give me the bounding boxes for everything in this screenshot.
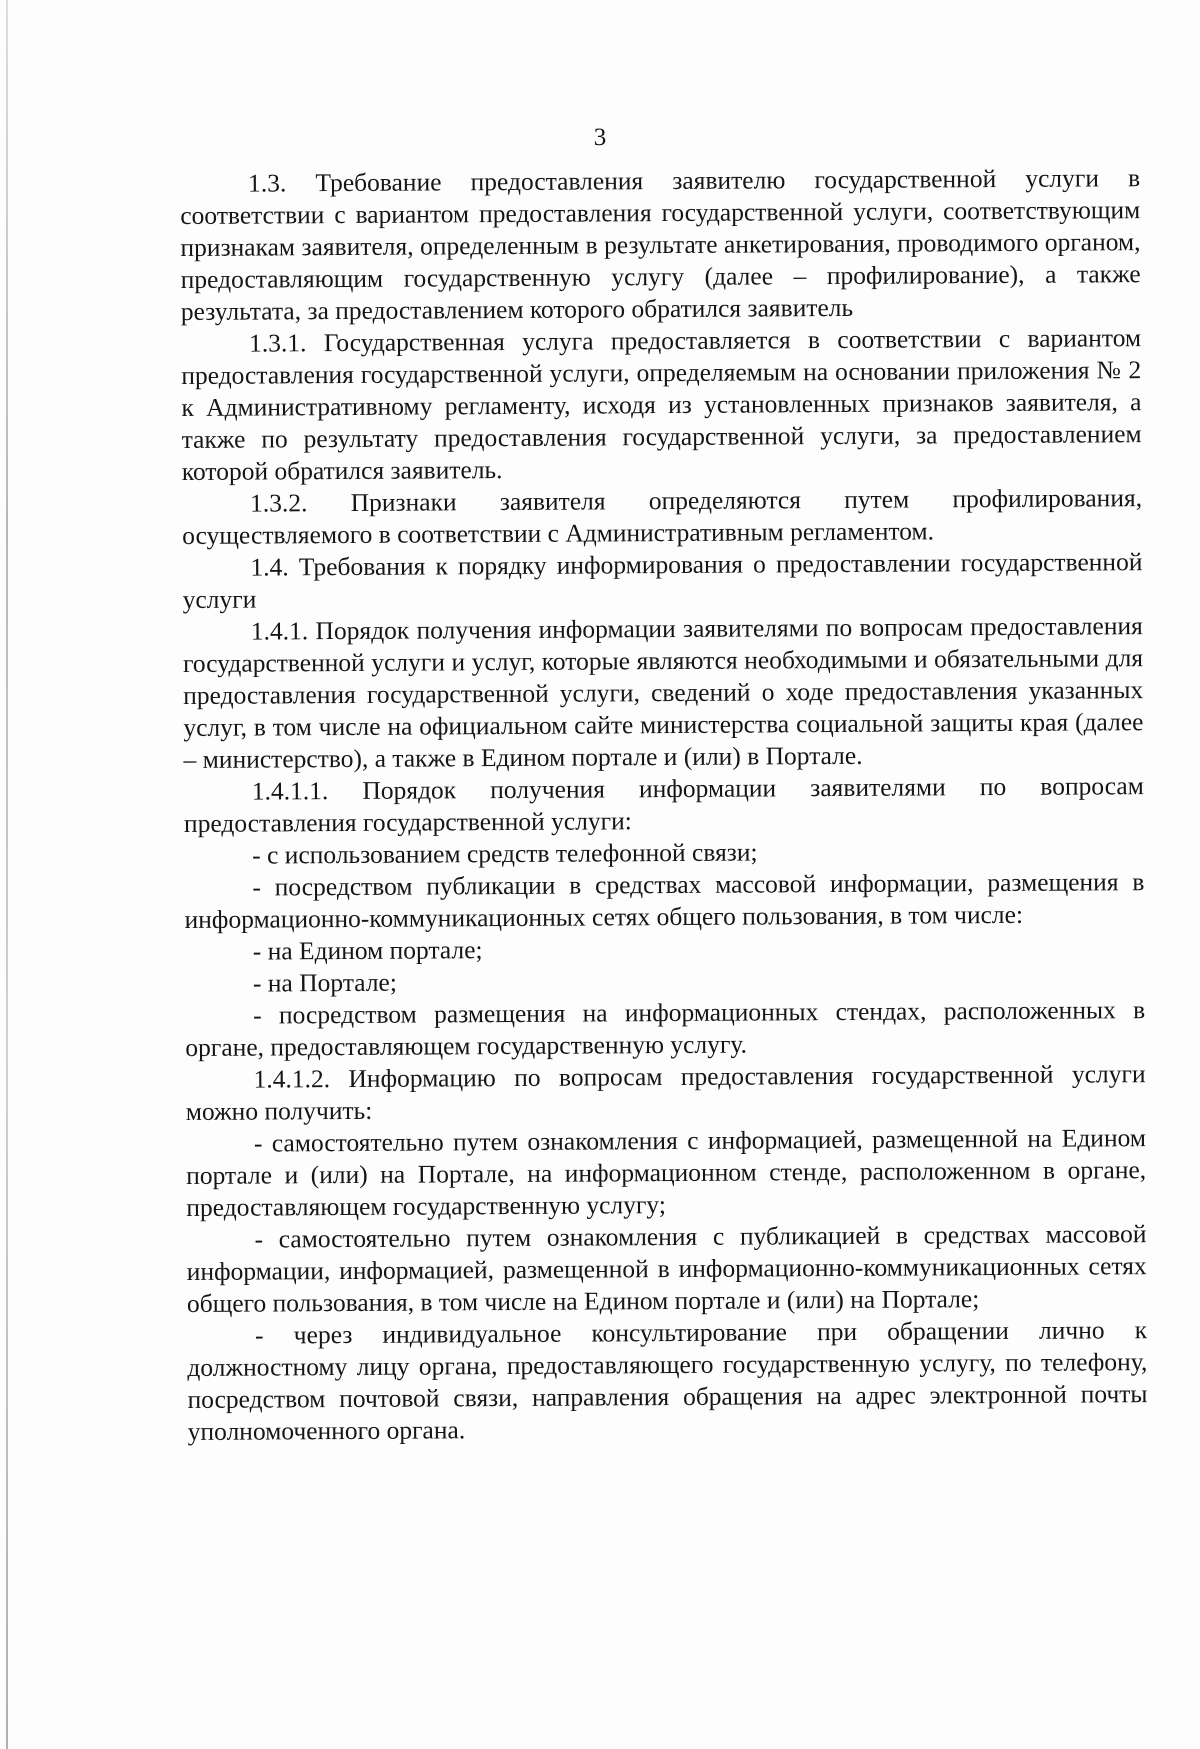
page-number: 3 <box>593 124 607 151</box>
paragraph-1-4-1-1: 1.4.1.1. Порядок получения информации заявителями по вопросам предоставления государственной услуги: <box>183 771 1144 838</box>
paragraph-1-4-1: 1.4.1. Порядок получения информации заявителями по вопросам предоставления государственной услуги и услуг, которые являются необходимыми и обязательными для предоставления государственной услуги, сведений о ходе предоставления указанных услуг, в том числе на официальном сайте министерства социальной защиты края (далее – министерство), а также в Едином портале и (или) в Портале. <box>182 611 1144 774</box>
list-item-media: - посредством публикации в средствах массовой информации, размещения в информационно-коммуникационных сетях общего пользования, в том числе: <box>184 867 1145 934</box>
list-item-self-publication: - самостоятельно путем ознакомления с публикацией в средствах массовой информации, информацией, размещенной в информационно-коммуникационных сетях общего пользования, в том числе на Едином портале и (или) на Портале; <box>186 1219 1147 1318</box>
paragraph-1-3-2: 1.3.2. Признаки заявителя определяются путем профилирования, осуществляемого в соответствии с Административным регламентом. <box>182 483 1143 550</box>
document-body <box>180 162 1148 1448</box>
paragraph-1-3: 1.3. Требование предоставления заявителю государственной услуги в соответствии с вариантом предоставления государственной услуги, соответствующим признакам заявителя, определенным в результате анкетирования, проводимого органом, предоставляющим государственную услугу (далее – профилирование), а также результата, за предоставлением которого обратился заявитель <box>180 163 1141 326</box>
paragraph-1-4-1-2: 1.4.1.2. Информацию по вопросам предоставления государственной услуги можно получить: <box>185 1059 1146 1126</box>
paragraph-1-4: 1.4. Требования к порядку информирования о предоставлении государственной услуги <box>182 547 1143 614</box>
list-item-phone: - с использованием средств телефонной связи; <box>252 837 758 870</box>
list-item-info-stands: - посредством размещения на информационных стендах, расположенных в органе, предоставляющем государственную услугу. <box>185 995 1146 1062</box>
list-item-self-portal: - самостоятельно путем ознакомления с информацией, размещенной на Едином портале и (или) на Портале, на информационном стенде, расположенном в органе, предоставляющем государственную услугу; <box>186 1123 1147 1222</box>
scan-edge-shadow <box>6 0 8 1749</box>
list-item-unified-portal: - на Едином портале; <box>252 935 483 966</box>
list-item-individual-consulting: - через индивидуальное консультирование при обращении лично к должностному лицу органа, предоставляющего государственную услугу, по телефону, посредством почтовой связи, направления обращения на адрес электронной почты уполномоченного органа. <box>187 1315 1148 1446</box>
paragraph-1-3-1: 1.3.1. Государственная услуга предоставляется в соответствии с вариантом предоставления государственной услуги, определяемым на основании приложения № 2 к Административному регламенту, исходя из установленных признаков заявителя, а также по результату предоставления государственной услуги, за предоставлением которой обратился заявитель. <box>181 323 1142 486</box>
list-item-portal: - на Портале; <box>252 967 397 998</box>
